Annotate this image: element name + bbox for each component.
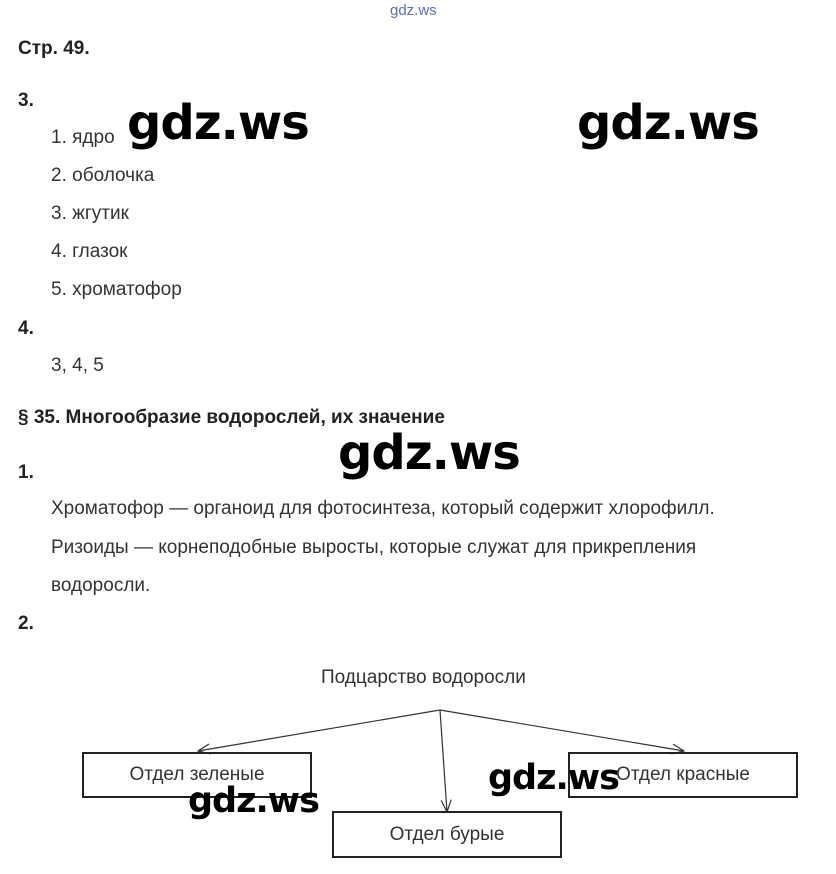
watermark-logo: gdz.ws (338, 425, 520, 481)
list-item: 4. глазок (51, 241, 128, 262)
page-label: Стр. 49. (18, 38, 90, 59)
diagram-node-red: Отдел красные (568, 752, 798, 798)
list-item: 3. жгутик (51, 203, 129, 224)
top-watermark: gdz.ws (390, 2, 437, 19)
task-4-answer: 3, 4, 5 (51, 355, 104, 376)
list-item: 1. ядро (51, 127, 115, 148)
definition-line: Хроматофор — органоид для фотосинтеза, который содержит хлорофилл. (51, 498, 715, 519)
task-2-number: 2. (18, 613, 34, 634)
diagram-root-label: Подцарство водоросли (321, 667, 526, 688)
arrow-to-brown (440, 710, 447, 812)
task-1-number: 1. (18, 462, 34, 483)
watermark-logo: gdz.ws (188, 781, 319, 821)
diagram-node-green: Отдел зеленые (82, 752, 312, 798)
diagram-node-brown: Отдел бурые (332, 811, 562, 858)
arrow-to-green (198, 710, 440, 751)
task-3-number: 3. (18, 90, 34, 111)
list-item: 2. оболочка (51, 165, 155, 186)
watermark-logo: gdz.ws (488, 758, 619, 798)
arrow-to-red (440, 710, 684, 751)
watermark-logo: gdz.ws (127, 95, 309, 151)
task-4-number: 4. (18, 318, 34, 339)
list-item: 5. хроматофор (51, 279, 182, 300)
section-title: § 35. Многообразие водорослей, их значение (18, 407, 445, 428)
definition-line: водоросли. (51, 575, 151, 596)
definition-line: Ризоиды — корнеподобные выросты, которые служат для прикрепления (51, 537, 697, 558)
watermark-logo: gdz.ws (577, 95, 759, 151)
